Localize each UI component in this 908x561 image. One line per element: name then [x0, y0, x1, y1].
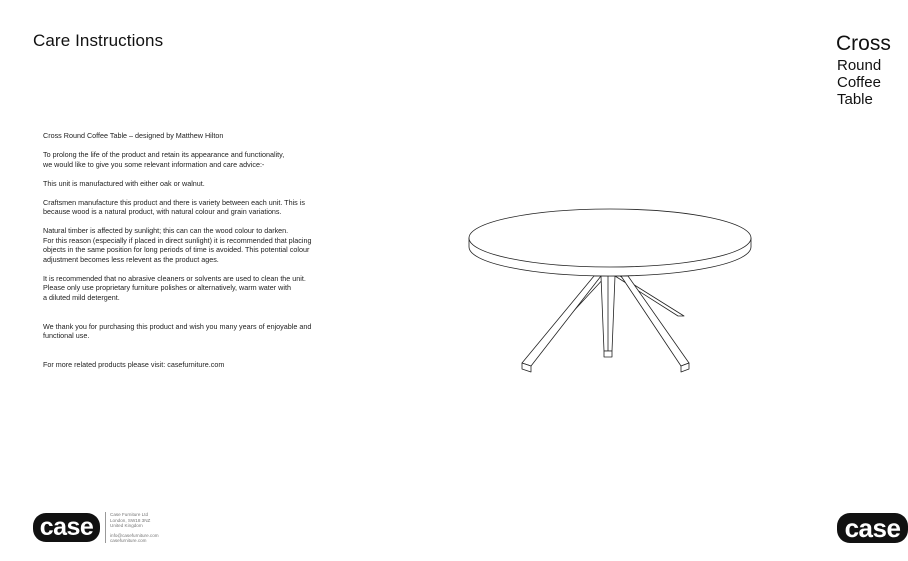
designer-credit: Cross Round Coffee Table – designed by Matthew Hilton [43, 131, 224, 140]
address-line: Case Furniture Ltd [110, 512, 149, 517]
craftsmanship-paragraph: Craftsmen manufacture this product and there is variety between each unit. This is because wood is a natural product, with natural colour and grain variations. [43, 197, 305, 217]
care-instructions-page [0, 0, 404, 561]
case-logo: case [837, 513, 908, 543]
cleaning-paragraph: It is recommended that no abrasive cleaners or solvents are used to clean the unit. Please only use proprietary furniture polishes or alternatively, warm water with a diluted mild detergent. [43, 273, 306, 303]
company-address [110, 512, 159, 544]
thank-you-paragraph: We thank you for purchasing this product and wish you many years of enjoyable and functional use. [43, 321, 312, 341]
product-name: Cross [836, 32, 891, 55]
contact-website: casefurniture.com [110, 538, 147, 544]
coffee-table-illustration [463, 210, 758, 380]
contact-email: info@casefurniture.com [110, 532, 159, 538]
page-title: Care Instructions [33, 31, 164, 50]
address-line: United Kingdom [110, 523, 143, 529]
intro-paragraph: To prolong the life of the product and retain its appearance and functionality, we would like to give you some relevant information and care advice:- [43, 149, 285, 169]
website-paragraph: For more related products please visit: casefurniture.com [43, 359, 225, 369]
footer-divider [105, 512, 106, 543]
product-subtitle: Round Coffee Table [837, 57, 882, 108]
care-text-body [43, 131, 313, 379]
sunlight-paragraph: Natural timber is affected by sunlight; this can can the wood colour to darken. For this reason (especially if placed in direct sunlight) it is recommended that placing objects in the same position for long periods of time is avoided. This potential colour adjustment becomes less relevent as the product ages. [43, 226, 312, 264]
address-line: London, SW18 3NZ [110, 517, 151, 523]
case-logo: case [33, 513, 100, 542]
material-paragraph: This unit is manufactured with either oak or walnut. [43, 178, 205, 188]
